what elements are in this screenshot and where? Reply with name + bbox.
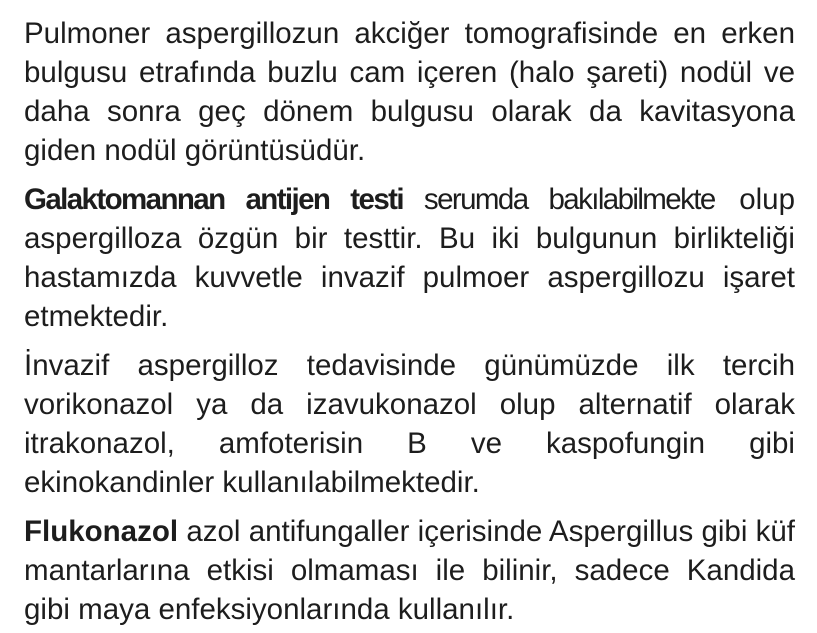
galactomannan-term: Galaktomannan antijen testi [24, 183, 403, 216]
paragraph-galactomannan [24, 180, 795, 336]
paragraph-ct-findings: Pulmoner aspergillozun akciğer tomografisinde en erken bulgusu etrafında buzlu cam içeren (halo şareti) nodül ve daha sonra geç dönem bulgusu olarak da kavitasyona giden nodül görüntüsüdür. [24, 17, 795, 167]
fluconazole-term: Flukonazol [24, 515, 179, 548]
galactomannan-text-b: olup aspergilloza özgün bir testtir. Bu iki bulgunun birlikteliği hastamızda kuvvetle invazif pulmoer aspergillozu işaret etmektedir. [24, 183, 795, 333]
paragraph-fluconazole [24, 512, 795, 629]
fluconazole-text: azol antifungaller içerisinde Aspergillus gibi küf mantarlarına etkisi olmaması ile bilinir, sadece Kandida gibi maya enfeksiyonlarında kullanılır. [24, 515, 795, 626]
paragraph-treatment: İnvazif aspergilloz tedavisinde günümüzde ilk tercih vorikonazol ya da izavukonazol olup alternatif olarak itrakonazol, amfoterisin B ve kaspofungin gibi ekinokandinler kullanılabilmektedir. [24, 349, 795, 499]
galactomannan-text-a: serumda bakılabilmekte [402, 183, 715, 216]
